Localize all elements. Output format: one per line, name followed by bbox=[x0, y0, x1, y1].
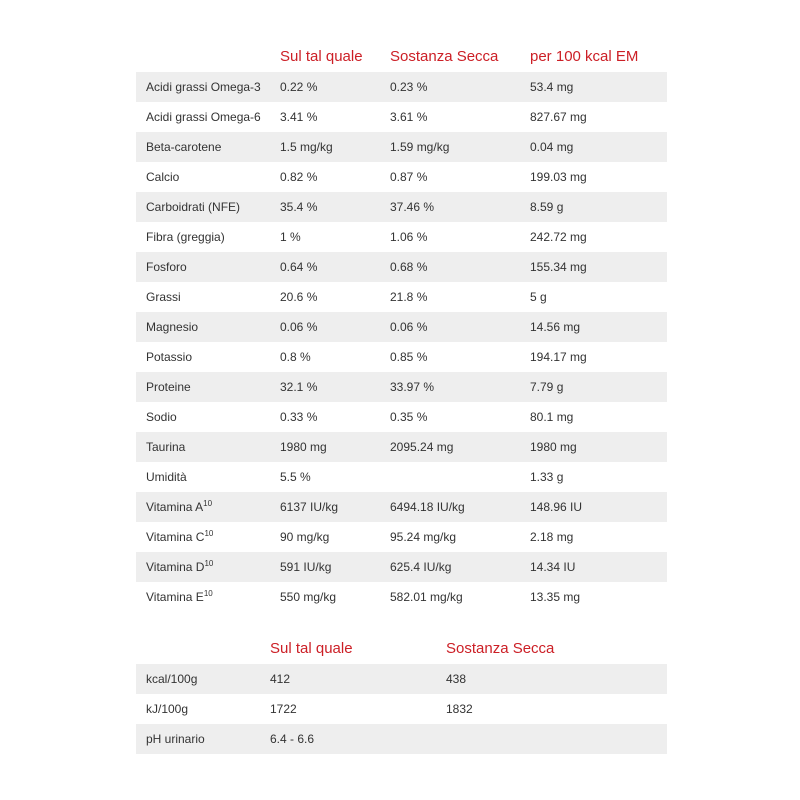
as-fed-value: 6.4 - 6.6 bbox=[270, 724, 446, 754]
energy-table bbox=[136, 632, 667, 754]
per-100-kcal-value: 8.59 g bbox=[530, 192, 667, 222]
nutrient-name: Calcio bbox=[146, 170, 180, 184]
per-100-kcal-value: 1980 mg bbox=[530, 432, 667, 462]
as-fed-value: 1 % bbox=[280, 222, 390, 252]
per-100-kcal-value: 827.67 mg bbox=[530, 102, 667, 132]
as-fed-value: 550 mg/kg bbox=[280, 582, 390, 612]
nutrient-name: Vitamina C bbox=[146, 530, 205, 544]
nutrient-name-cell bbox=[136, 132, 280, 162]
energy-header-dry-matter: Sostanza Secca bbox=[446, 639, 555, 657]
dry-matter-value: 0.85 % bbox=[390, 342, 530, 372]
as-fed-value: 0.64 % bbox=[280, 252, 390, 282]
per-100-kcal-value: 53.4 mg bbox=[530, 72, 667, 102]
energy-table-body bbox=[136, 664, 667, 754]
energy-name: kcal/100g bbox=[136, 664, 270, 694]
as-fed-value: 35.4 % bbox=[280, 192, 390, 222]
energy-header-name bbox=[136, 632, 270, 664]
nutrient-name-cell bbox=[136, 282, 280, 312]
table-row bbox=[136, 342, 667, 372]
nutrient-name-cell bbox=[136, 492, 280, 522]
dry-matter-value: 0.68 % bbox=[390, 252, 530, 282]
table-row bbox=[136, 252, 667, 282]
table-row bbox=[136, 192, 667, 222]
dry-matter-value: 1.06 % bbox=[390, 222, 530, 252]
as-fed-value: 1980 mg bbox=[280, 432, 390, 462]
per-100-kcal-value: 0.04 mg bbox=[530, 132, 667, 162]
as-fed-value: 0.33 % bbox=[280, 402, 390, 432]
nutrient-name: Vitamina E bbox=[146, 590, 204, 604]
dry-matter-value: 0.35 % bbox=[390, 402, 530, 432]
nutrient-name-cell bbox=[136, 552, 280, 582]
per-100-kcal-value: 1.33 g bbox=[530, 462, 667, 492]
as-fed-value: 0.06 % bbox=[280, 312, 390, 342]
nutrient-name: Beta-carotene bbox=[146, 140, 222, 154]
as-fed-value: 20.6 % bbox=[280, 282, 390, 312]
as-fed-value: 32.1 % bbox=[280, 372, 390, 402]
nutrient-name: Carboidrati (NFE) bbox=[146, 200, 241, 214]
energy-table-section bbox=[136, 632, 667, 754]
nutrient-name-cell bbox=[136, 192, 280, 222]
dry-matter-value: 37.46 % bbox=[390, 192, 530, 222]
energy-header-as-fed: Sul tal quale bbox=[270, 639, 353, 657]
nutrient-name: Acidi grassi Omega-3 bbox=[146, 80, 261, 94]
table-row bbox=[136, 222, 667, 252]
nutrient-name-cell bbox=[136, 252, 280, 282]
nutrient-name-cell bbox=[136, 582, 280, 612]
nutrient-table-header-row bbox=[136, 40, 667, 72]
nutrient-name: Fosforo bbox=[146, 260, 187, 274]
table-row bbox=[136, 372, 667, 402]
nutrient-name: Proteine bbox=[146, 380, 191, 394]
as-fed-value: 3.41 % bbox=[280, 102, 390, 132]
nutrient-name-cell bbox=[136, 162, 280, 192]
per-100-kcal-value: 242.72 mg bbox=[530, 222, 667, 252]
table-row bbox=[136, 664, 667, 694]
table-row bbox=[136, 132, 667, 162]
as-fed-value: 6137 IU/kg bbox=[280, 492, 390, 522]
table-row bbox=[136, 282, 667, 312]
per-100-kcal-value: 80.1 mg bbox=[530, 402, 667, 432]
per-100-kcal-value: 199.03 mg bbox=[530, 162, 667, 192]
per-100-kcal-value: 2.18 mg bbox=[530, 522, 667, 552]
nutrient-name-cell bbox=[136, 102, 280, 132]
as-fed-value: 0.22 % bbox=[280, 72, 390, 102]
nutrient-name-cell bbox=[136, 462, 280, 492]
nutrient-name-cell bbox=[136, 522, 280, 552]
nutrient-name-cell bbox=[136, 342, 280, 372]
as-fed-value: 1.5 mg/kg bbox=[280, 132, 390, 162]
nutrient-header-dry-matter: Sostanza Secca bbox=[390, 47, 499, 65]
as-fed-value: 0.8 % bbox=[280, 342, 390, 372]
dry-matter-value: 625.4 IU/kg bbox=[390, 552, 530, 582]
dry-matter-value bbox=[390, 462, 530, 492]
per-100-kcal-value: 5 g bbox=[530, 282, 667, 312]
nutrient-table bbox=[136, 40, 667, 612]
table-row bbox=[136, 582, 667, 612]
table-row bbox=[136, 724, 667, 754]
dry-matter-value: 1.59 mg/kg bbox=[390, 132, 530, 162]
dry-matter-value: 3.61 % bbox=[390, 102, 530, 132]
nutrient-header-as-fed: Sul tal quale bbox=[280, 47, 363, 65]
nutrient-name: Fibra (greggia) bbox=[146, 230, 225, 244]
nutrient-name: Magnesio bbox=[146, 320, 199, 334]
as-fed-value: 412 bbox=[270, 664, 446, 694]
nutrient-name-cell bbox=[136, 312, 280, 342]
nutrient-name: Vitamina A bbox=[146, 500, 204, 514]
nutrient-name: Umidità bbox=[146, 470, 187, 484]
dry-matter-value: 95.24 mg/kg bbox=[390, 522, 530, 552]
nutrient-name-cell bbox=[136, 222, 280, 252]
per-100-kcal-value: 13.35 mg bbox=[530, 582, 667, 612]
as-fed-value: 591 IU/kg bbox=[280, 552, 390, 582]
energy-table-header-row bbox=[136, 632, 667, 664]
footnote-marker: 10 bbox=[203, 589, 213, 598]
table-row bbox=[136, 694, 667, 724]
as-fed-value: 0.82 % bbox=[280, 162, 390, 192]
table-row bbox=[136, 402, 667, 432]
footnote-marker: 10 bbox=[204, 529, 214, 538]
nutrient-name: Vitamina D bbox=[146, 560, 205, 574]
table-row bbox=[136, 462, 667, 492]
nutrient-header-per-100-kcal: per 100 kcal EM bbox=[530, 47, 639, 65]
dry-matter-value: 6494.18 IU/kg bbox=[390, 492, 530, 522]
nutrient-header-name bbox=[136, 40, 280, 72]
dry-matter-value: 1832 bbox=[446, 694, 667, 724]
table-row bbox=[136, 432, 667, 462]
dry-matter-value: 2095.24 mg bbox=[390, 432, 530, 462]
table-row bbox=[136, 312, 667, 342]
dry-matter-value: 21.8 % bbox=[390, 282, 530, 312]
as-fed-value: 5.5 % bbox=[280, 462, 390, 492]
per-100-kcal-value: 194.17 mg bbox=[530, 342, 667, 372]
nutrient-table-section bbox=[136, 40, 667, 612]
dry-matter-value: 0.87 % bbox=[390, 162, 530, 192]
nutrient-name: Taurina bbox=[146, 440, 186, 454]
as-fed-value: 90 mg/kg bbox=[280, 522, 390, 552]
per-100-kcal-value: 155.34 mg bbox=[530, 252, 667, 282]
footnote-marker: 10 bbox=[203, 499, 213, 508]
table-row bbox=[136, 72, 667, 102]
table-row bbox=[136, 522, 667, 552]
nutrient-name-cell bbox=[136, 432, 280, 462]
dry-matter-value: 582.01 mg/kg bbox=[390, 582, 530, 612]
nutrient-name-cell bbox=[136, 402, 280, 432]
dry-matter-value: 0.06 % bbox=[390, 312, 530, 342]
dry-matter-value bbox=[446, 724, 667, 754]
table-row bbox=[136, 162, 667, 192]
nutrient-name: Sodio bbox=[146, 410, 177, 424]
energy-name: pH urinario bbox=[136, 724, 270, 754]
table-row bbox=[136, 552, 667, 582]
per-100-kcal-value: 148.96 IU bbox=[530, 492, 667, 522]
per-100-kcal-value: 7.79 g bbox=[530, 372, 667, 402]
dry-matter-value: 0.23 % bbox=[390, 72, 530, 102]
table-row bbox=[136, 102, 667, 132]
nutrient-name: Grassi bbox=[146, 290, 181, 304]
dry-matter-value: 33.97 % bbox=[390, 372, 530, 402]
as-fed-value: 1722 bbox=[270, 694, 446, 724]
per-100-kcal-value: 14.56 mg bbox=[530, 312, 667, 342]
footnote-marker: 10 bbox=[204, 559, 214, 568]
nutrient-name-cell bbox=[136, 372, 280, 402]
nutrient-table-body bbox=[136, 72, 667, 612]
per-100-kcal-value: 14.34 IU bbox=[530, 552, 667, 582]
energy-name: kJ/100g bbox=[136, 694, 270, 724]
dry-matter-value: 438 bbox=[446, 664, 667, 694]
nutrient-name-cell bbox=[136, 72, 280, 102]
nutrient-name: Potassio bbox=[146, 350, 193, 364]
table-row bbox=[136, 492, 667, 522]
nutrient-name: Acidi grassi Omega-6 bbox=[146, 110, 261, 124]
